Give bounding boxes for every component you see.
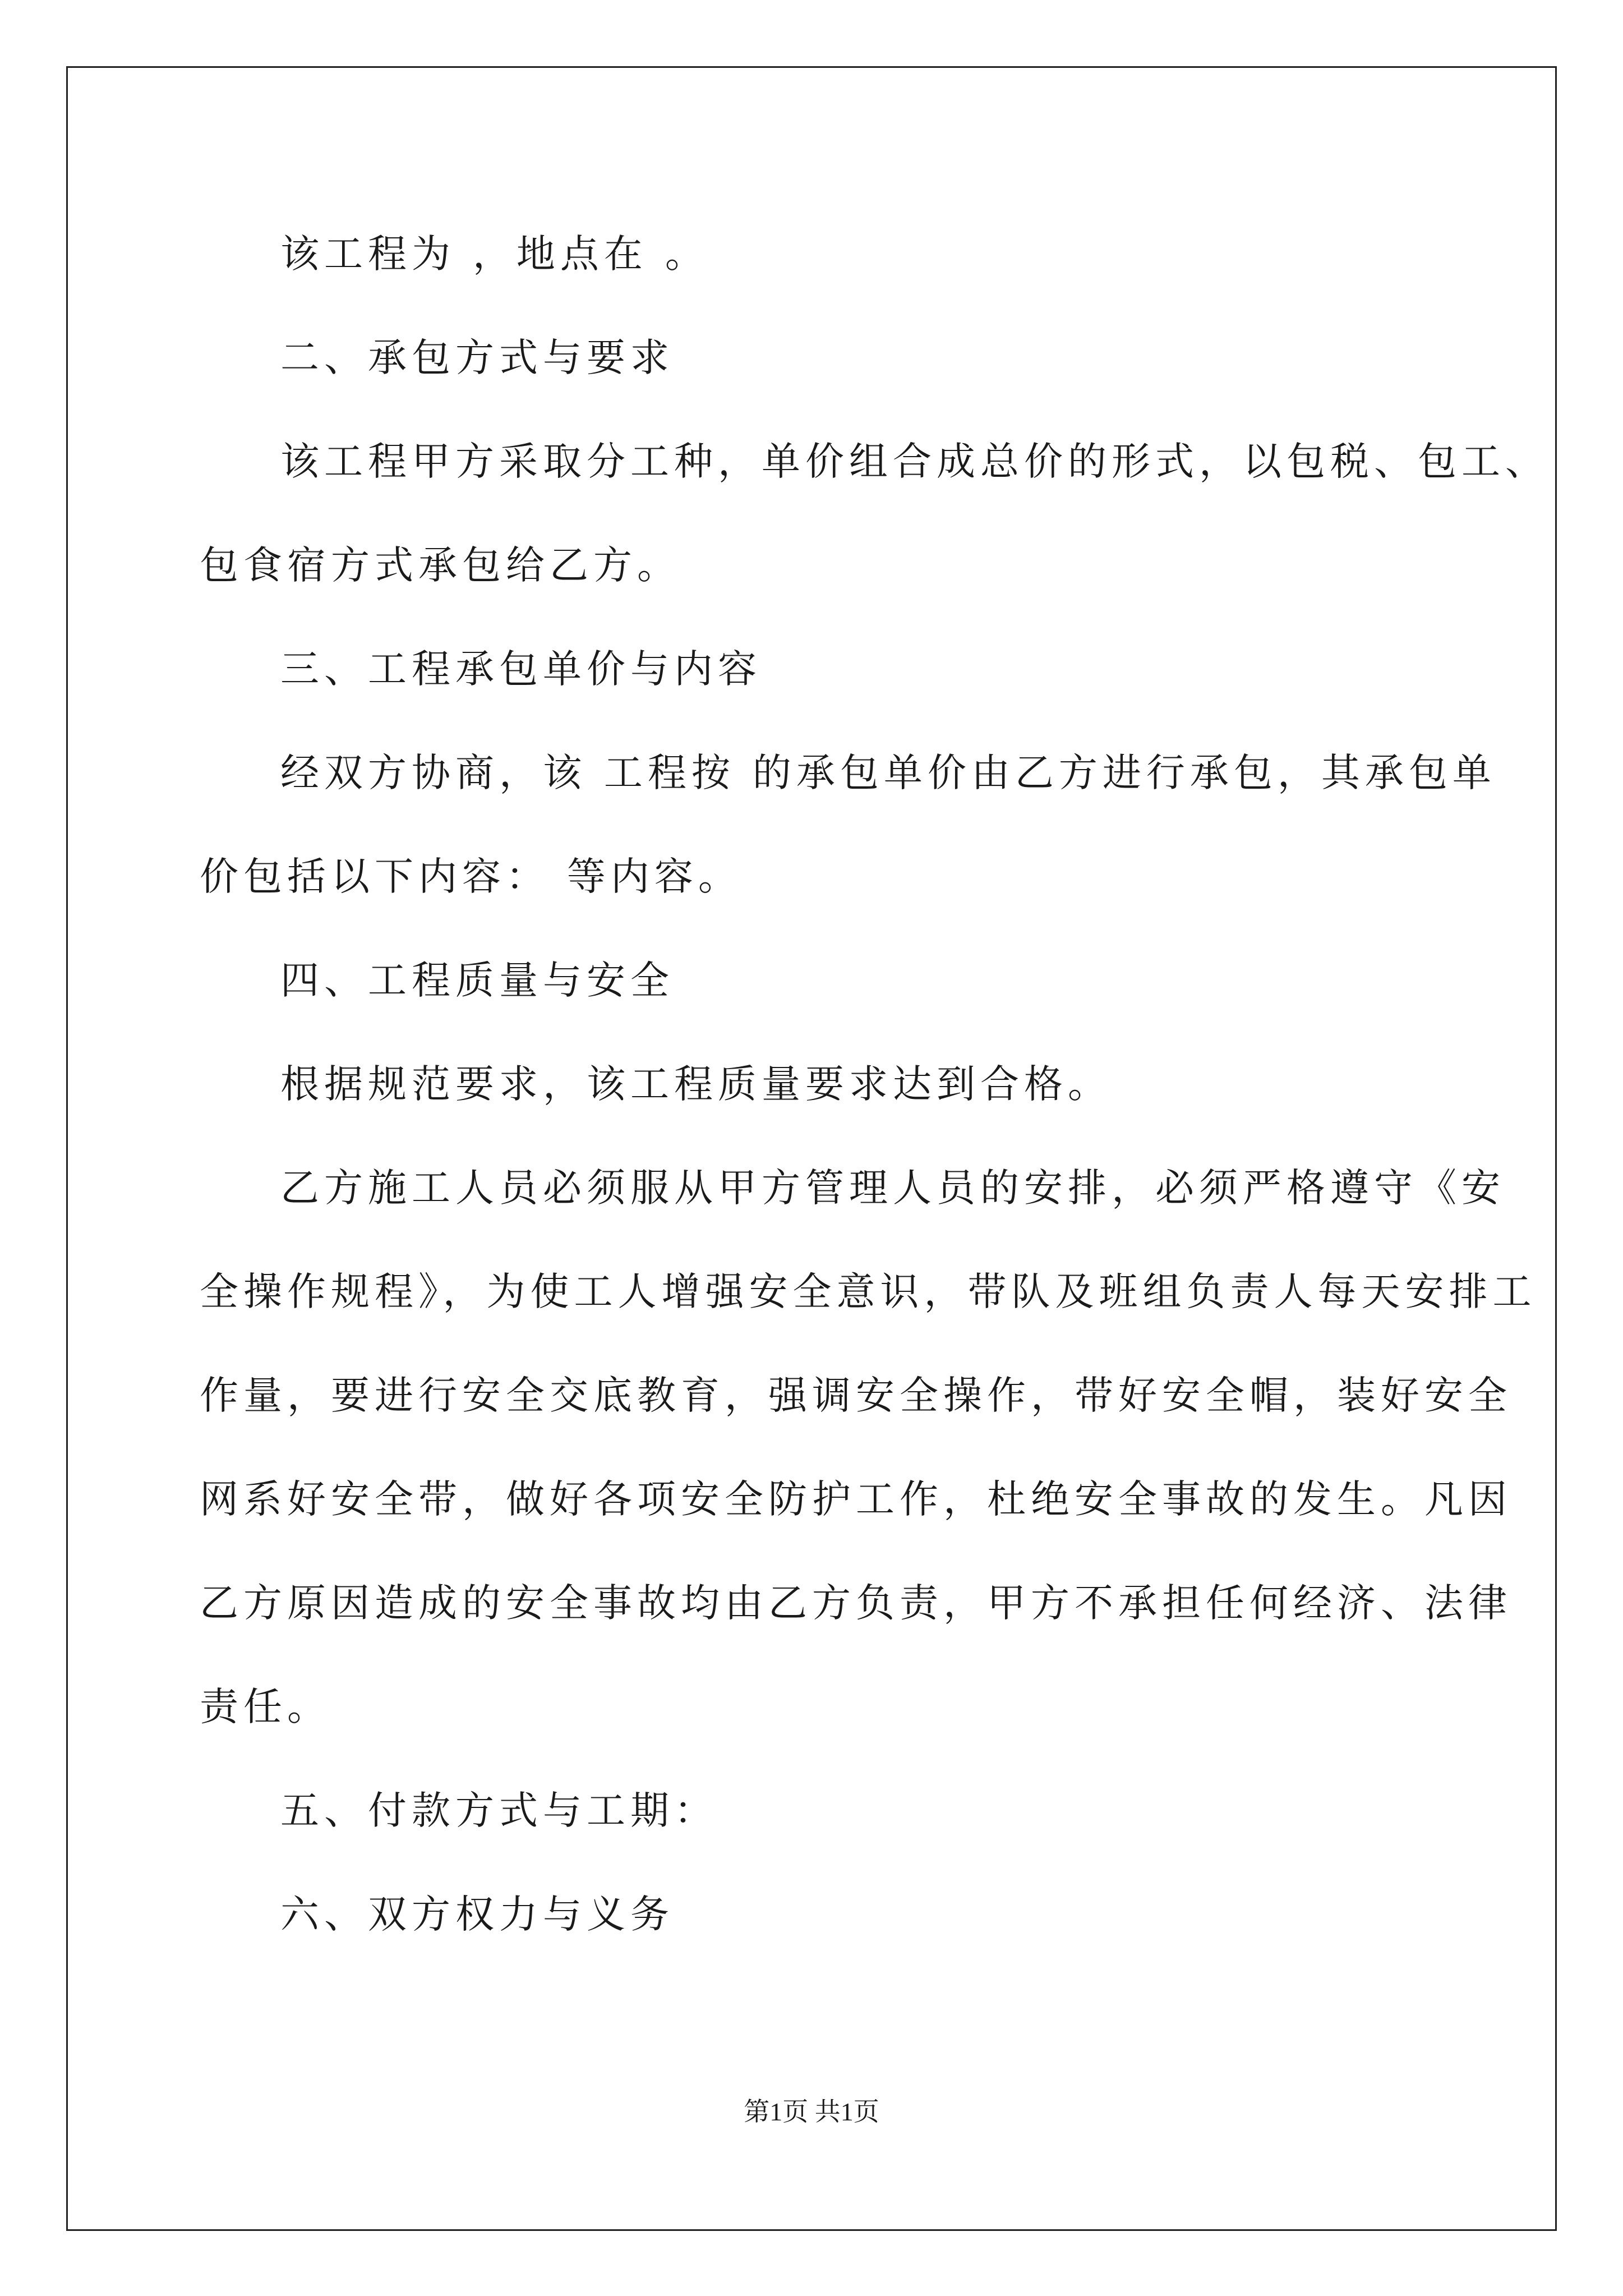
section-heading-rights: 六、双方权力与义务 (280, 1892, 674, 1937)
project-location-line: 该工程为 ，地点在 。 (280, 232, 709, 277)
paragraph-line: 责任。 (200, 1685, 331, 1729)
paragraph-line: 作量，要进行安全交底教育，强调安全操作，带好安全帽，装好安全 (200, 1373, 1512, 1418)
paragraph-line: 包食宿方式承包给乙方。 (200, 543, 681, 588)
section-heading-payment: 五、付款方式与工期： (280, 1788, 718, 1833)
paragraph-line: 该工程甲方采取分工种，单价组合成总价的形式，以包税、包工、 (280, 439, 1549, 484)
paragraph-line: 根据规范要求，该工程质量要求达到合格。 (280, 1062, 1112, 1107)
paragraph-line: 价包括以下内容： 等内容。 (200, 854, 742, 899)
paragraph-line: 经双方协商，该 工程按 的承包单价由乙方进行承包，其承包单 (280, 751, 1496, 795)
section-heading-contract-method: 二、承包方式与要求 (280, 335, 674, 380)
page-number-footer: 第1页 共1页 (744, 2097, 879, 2126)
section-heading-quality-safety: 四、工程质量与安全 (280, 958, 674, 1003)
paragraph-line: 网系好安全带，做好各项安全防护工作，杜绝安全事故的发生。凡因 (200, 1477, 1512, 1522)
paragraph-line: 乙方原因造成的安全事故均由乙方负责，甲方不承担任何经济、法律 (200, 1581, 1512, 1626)
paragraph-line: 全操作规程》，为使工人增强安全意识，带队及班组负责人每天安排工 (200, 1269, 1537, 1314)
paragraph-line: 乙方施工人员必须服从甲方管理人员的安排，必须严格遵守《安 (280, 1166, 1505, 1211)
section-heading-unit-price: 三、工程承包单价与内容 (280, 647, 762, 692)
